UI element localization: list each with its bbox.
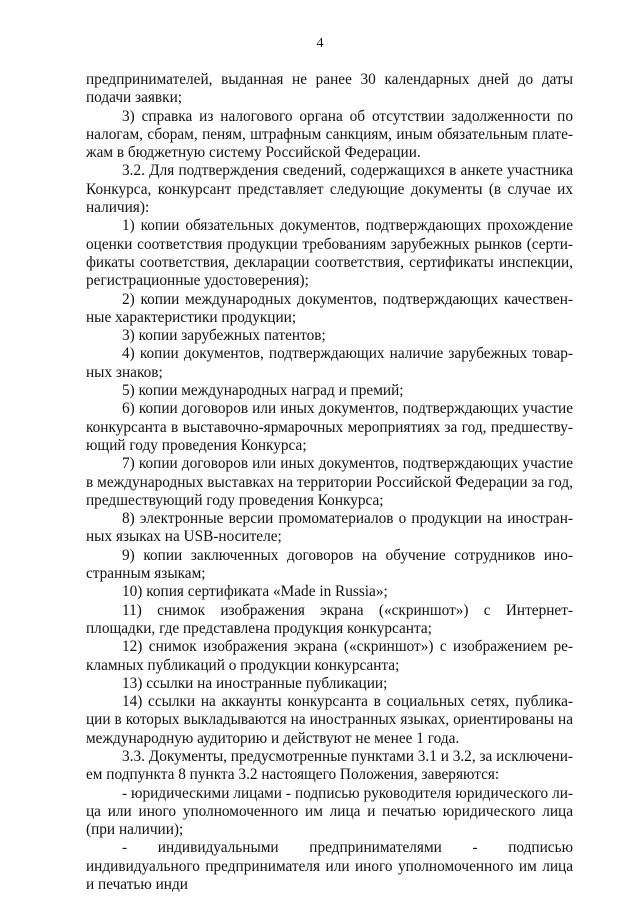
paragraph-10: 7) копии договоров или иных документов, подтверждающих участие в международных выставках на территории Российской Федерации за год, предшествующий году проведения Конкурса; [86, 455, 573, 509]
paragraph-7: 4) копии документов, подтверждающих наличие зарубежных товарных знаков; [86, 345, 573, 381]
paragraph-16: 13) ссылки на иностранные публикации; [122, 674, 388, 692]
paragraph-11: 8) электронные версии промоматериалов о продукции на иностранных языках на USB-носителе; [86, 510, 573, 546]
paragraph-14: 11) снимок изображения экрана («скриншот») с Интернет-площадки, где представлена продукция конкурсанта; [86, 601, 573, 637]
document-body [86, 71, 573, 894]
paragraph-2: 3) справка из налогового органа об отсутствии задолженности по налогам, сборам, пеням, штрафным санкциям, иным обязательным платежам в бюджетную систему Российской Федерации. [86, 107, 573, 162]
paragraph-12: 9) копии заключенных договоров на обучение сотрудников иностранным языкам; [86, 546, 573, 583]
paragraph-18: 3.3. Документы, предусмотренные пунктами 3.1 и 3.2, за исключением подпункта 8 пункта 3.2 настоящего Положения, заверяются: [86, 747, 573, 784]
paragraph-13: 10) копия сертификата «Made in Russia»; [122, 583, 388, 601]
paragraph-5: 2) копии международных документов, подтверждающих качественные характеристики продукции; [86, 290, 573, 326]
paragraph-20: - индивидуальными предпринимателями - подписью индивидуального предпринимателя или иного уполномоченного им лица и печатью инди [86, 839, 573, 894]
paragraph-8: 5) копии международных наград и премий; [122, 382, 404, 400]
paragraph-9: 6) копии договоров или иных документов, подтверждающих участие конкурсанта в выставочно-ярмарочных мероприятиях за год, предшествующий году проведения Конкурса; [86, 400, 573, 454]
paragraph-3: 3.2. Для подтверждения сведений, содержащихся в анкете участника Конкурса, конкурсант представляет следующие документы (в случае их наличия): [86, 162, 573, 217]
paragraph-4: 1) копии обязательных документов, подтверждающих прохождение оценки соответствия продукции требованиям зарубежных рынков (сертификаты соответствия, декларации соответствия, сертификаты инспекции, регистрационные удостоверения); [86, 217, 573, 290]
paragraph-6: 3) копии зарубежных патентов; [122, 327, 326, 345]
paragraph-1: предпринимателей, выданная не ранее 30 календарных дней до даты подачи заявки; [86, 71, 573, 107]
paragraph-17: 14) ссылки на аккаунты конкурсанта в социальных сетях, публикации в которых выкладываются на иностранных языках, ориентированы на международную аудиторию и действуют не менее 1 года. [86, 693, 573, 747]
paragraph-19: - юридическими лицами - подписью руководителя юридического лица или иного уполномоченного им лица и печатью юридического лица (при наличии); [86, 784, 573, 839]
paragraph-15: 12) снимок изображения экрана («скриншот») с изображением рекламных публикаций о продукции конкурсанта; [86, 638, 573, 674]
page-number: 4 [316, 36, 324, 51]
